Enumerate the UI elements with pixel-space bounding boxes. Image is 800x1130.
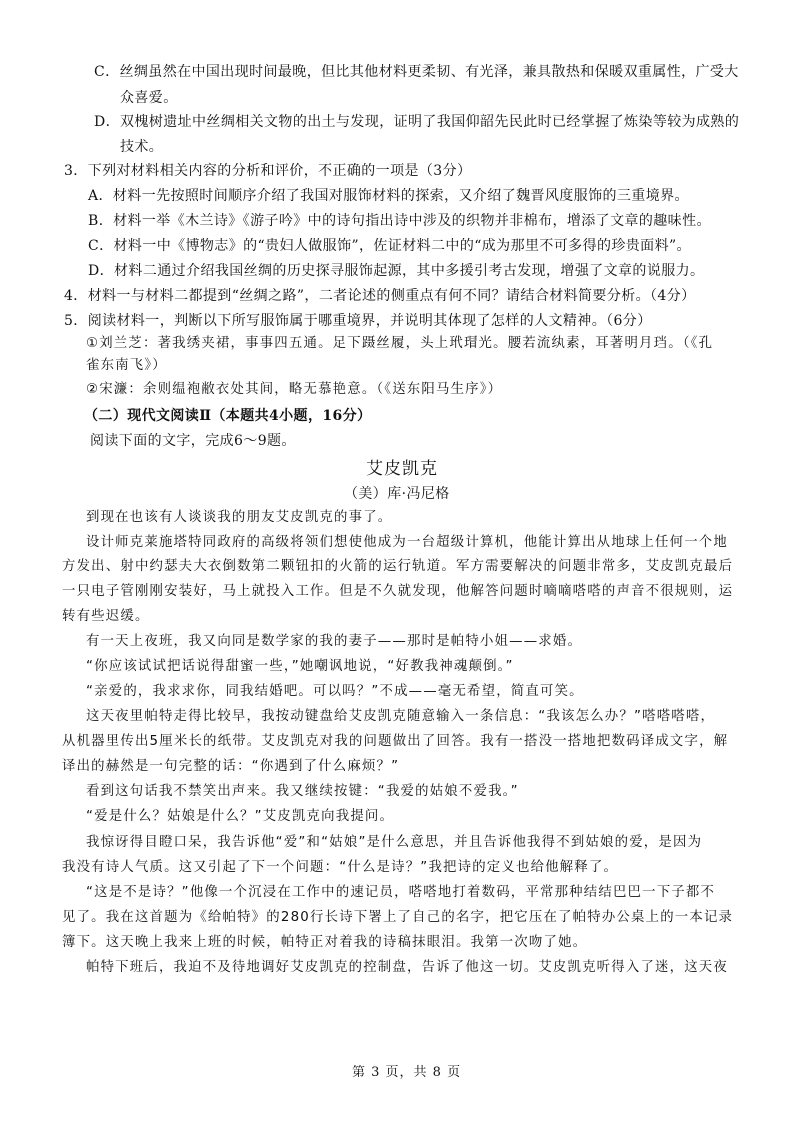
story-line: 见了。我在这首题为《给帕特》的280行长诗下署上了自己的名字，把它压在了帕特办公桌上的一本记录 bbox=[62, 910, 734, 925]
section-instruction: 阅读下面的文字，完成6～9题。 bbox=[90, 433, 296, 449]
story-line: 看到这句话我不禁笑出声来。我又继续按键：“我爱的姑娘不爱我。” bbox=[86, 784, 519, 799]
q2-option-c-line2: 众喜爱。 bbox=[120, 90, 178, 106]
question-5-item1-line1: ①刘兰芝：著我绣夹裙，事事四五通。足下蹑丝履，头上玳瑁光。腰若流纨素，耳著明月珰。（《孔 bbox=[86, 336, 714, 351]
story-line: 译出的赫然是一句完整的话：“你遇到了什么麻烦？” bbox=[62, 759, 400, 774]
section-header: （二）现代文阅读Ⅱ（本题共4小题，16分） bbox=[84, 408, 372, 424]
question-5-stem: 5．阅读材料一，判断以下所写服饰属于哪重境界，并说明其体现了怎样的人文精神。（6分） bbox=[64, 313, 652, 329]
question-3-option-b: B．材料一举《木兰诗》《游子吟》中的诗句指出诗中涉及的织物并非棉布，增添了文章的趣味性。 bbox=[88, 213, 711, 229]
story-line: “爱是什么？姑娘是什么？”艾皮凯克向我提问。 bbox=[86, 809, 395, 824]
story-line: 有一天上夜班，我又向同是数学家的我的妻子——那时是帕特小姐——求婚。 bbox=[86, 634, 583, 649]
q2-option-d-line2: 技术。 bbox=[120, 139, 164, 155]
story-line: 帕特下班后，我迫不及待地调好艾皮凯克的控制盘，告诉了他这一切。艾皮凯克听得入了迷，这天夜 bbox=[86, 960, 728, 975]
story-line: 从机器里传出5厘米长的纸带。艾皮凯克对我的问题做出了回答。我有一搭没一搭地把数码译成文字，解 bbox=[62, 734, 729, 749]
page-footer: 第 3 页，共 8 页 bbox=[352, 1065, 462, 1080]
q2-option-d-line1: D．双槐树遗址中丝绸相关文物的出土与发现，证明了我国仰韶先民此时已经掌握了炼染等较为成熟的 bbox=[94, 114, 740, 130]
story-title: 艾皮凯克 bbox=[366, 459, 438, 479]
question-3-option-d: D．材料二通过介绍我国丝绸的历史探寻服饰起源，其中多援引考古发现，增强了文章的说服力。 bbox=[88, 263, 705, 279]
story-line: “这是不是诗？”他像一个沉浸在工作中的速记员，嗒嗒地打着数码，平常那种结结巴巴一下子都不 bbox=[86, 885, 716, 900]
q2-option-c-line1: C．丝绸虽然在中国出现时间最晚，但比其他材料更柔韧、有光泽，兼具散热和保暖双重属性，广受大 bbox=[94, 64, 739, 80]
story-line: 设计师克莱施塔特同政府的高级将领们想使他成为一台超级计算机，他能计算出从地球上任何一个地 bbox=[86, 535, 728, 550]
question-5-item2: ②宋濂：余则缊袍敝衣处其间，略无慕艳意。（《送东阳马生序》） bbox=[86, 382, 503, 397]
question-4: 4．材料一与材料二都提到“丝绸之路”，二者论述的侧重点有何不同？请结合材料简要分析。（4分） bbox=[64, 288, 696, 304]
question-3-stem: 3．下列对材料相关内容的分析和评价，不正确的一项是（3分） bbox=[64, 163, 472, 179]
story-line: 转有些迟缓。 bbox=[62, 609, 150, 624]
story-line: “亲爱的，我求求你，同我结婚吧。可以吗？”不成——毫无希望，简直可笑。 bbox=[86, 684, 584, 699]
story-line: 方发出、射中约瑟夫大衣倒数第二颗钮扣的火箭的运行轨道。军方需要解决的问题非常多，艾皮凯克最后 bbox=[62, 559, 734, 574]
story-line: 到现在也该有人谈谈我的朋友艾皮凯克的事了。 bbox=[86, 510, 393, 525]
story-line: 一只电子管刚刚安装好，马上就投入工作。但是不久就发现，他解答问题时嘀嘀嗒嗒的声音不很规则，运 bbox=[62, 584, 734, 599]
story-line: 我没有诗人气质。这又引起了下一个问题：“什么是诗？”我把诗的定义也给他解释了。 bbox=[62, 860, 619, 875]
story-author: （美）库·冯尼格 bbox=[344, 486, 450, 502]
story-line: 簿下。这天晚上我来上班的时候，帕特正对着我的诗稿抹眼泪。我第一次吻了她。 bbox=[62, 935, 588, 950]
story-line: “你应该试试把话说得甜蜜一些，”她嘲讽地说，“好教我神魂颠倒。” bbox=[86, 659, 514, 674]
story-line: 我惊讶得目瞪口呆，我告诉他“爱”和“姑娘”是什么意思，并且告诉他我得不到姑娘的爱，是因为 bbox=[86, 835, 703, 850]
question-3-option-c: C．材料一中《博物志》的“贵妇人做服饰”，佐证材料二中的“成为那里不可多得的珍贵面料”。 bbox=[88, 238, 691, 254]
story-line: 这天夜里帕特走得比较早，我按动键盘给艾皮凯克随意输入一条信息：“我该怎么办？”嗒嗒嗒嗒， bbox=[86, 709, 716, 724]
question-5-item1-line2: 雀东南飞》） bbox=[86, 358, 167, 373]
question-3-option-a: A．材料一先按照时间顺序介绍了我国对服饰材料的探索，又介绍了魏晋风度服饰的三重境界。 bbox=[88, 188, 689, 204]
